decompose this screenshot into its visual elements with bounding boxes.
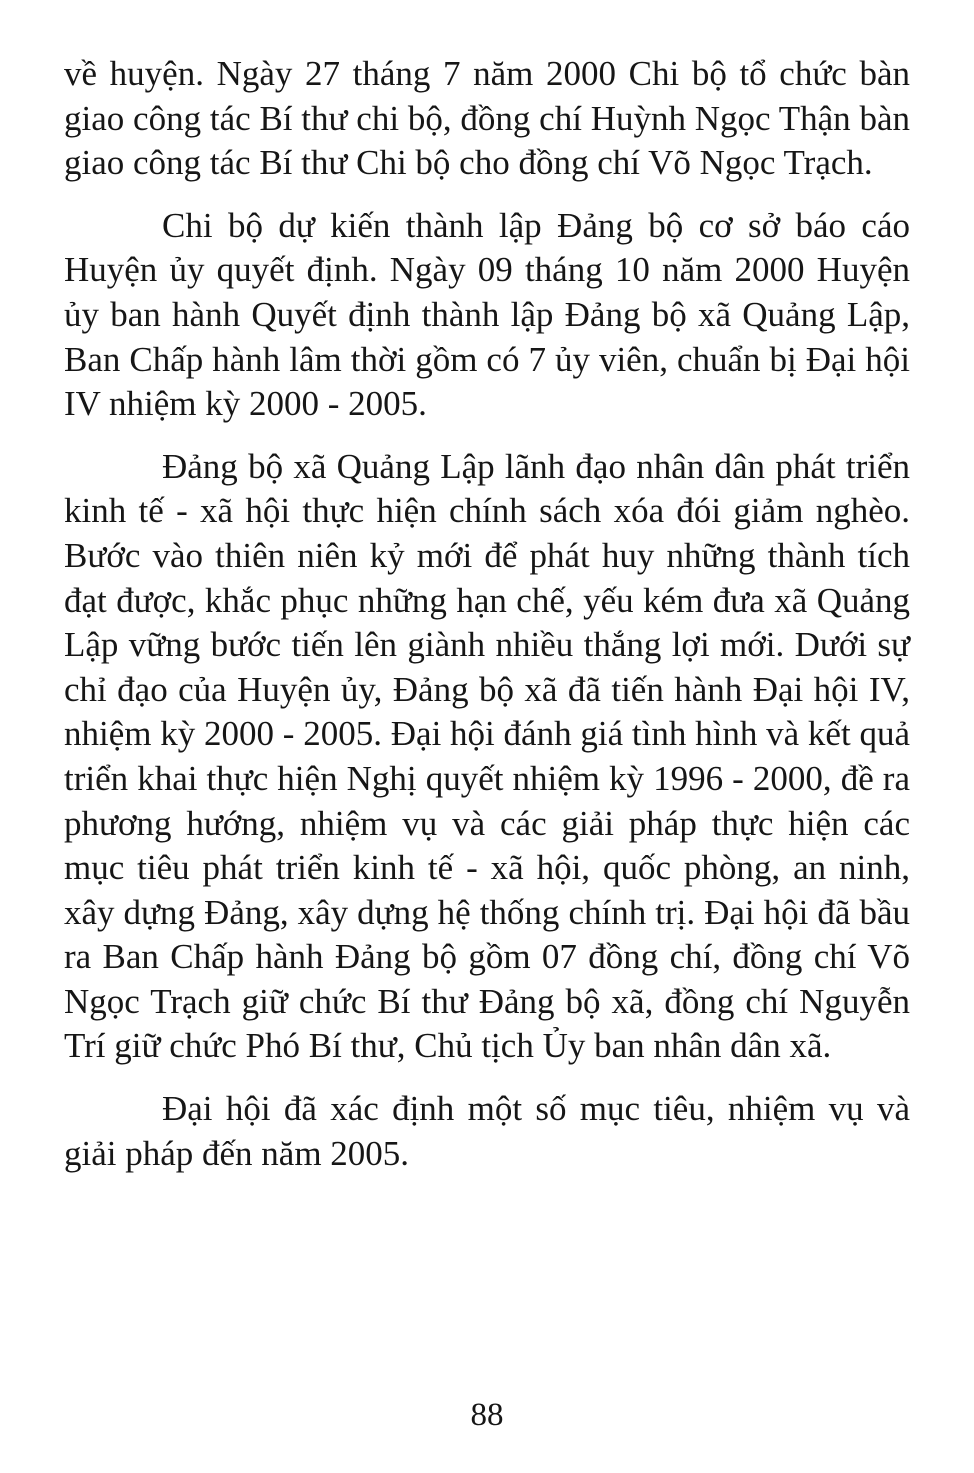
paragraph-continuation: về huyện. Ngày 27 tháng 7 năm 2000 Chi bộ tổ chức bàn giao công tác Bí thư chi bộ, đồng chí Huỳnh Ngọc Thận bàn giao công tác Bí thư Chi bộ cho đồng chí Võ Ngọc Trạch. xyxy=(64,54,910,183)
paragraph-congress-iv: Đảng bộ xã Quảng Lập lãnh đạo nhân dân phát triển kinh tế - xã hội thực hiện chính sách xóa đói giảm nghèo. Bước vào thiên niên kỷ mới để phát huy những thành tích đạt được, khắc phục những hạn chế, yếu kém đưa xã Quảng Lập vững bước tiến lên giành nhiều thắng lợi mới. Dưới sự chỉ đạo của Huyện ủy, Đảng bộ xã đã tiến hành Đại hội IV, nhiệm kỳ 2000 - 2005. Đại hội đánh giá tình hình và kết quả triển khai thực hiện Nghị quyết nhiệm kỳ 1996 - 2000, đề ra phương hướng, nhiệm vụ và các giải pháp thực hiện các mục tiêu phát triển kinh tế - xã hội, quốc phòng, an ninh, xây dựng Đảng, xây dựng hệ thống chính trị. Đại hội đã bầu ra Ban Chấp hành Đảng bộ gồm 07 đồng chí, đồng chí Võ Ngọc Trạch giữ chức Bí thư Đảng bộ xã, đồng chí Nguyễn Trí giữ chức Phó Bí thư, Chủ tịch Ủy ban nhân dân xã. xyxy=(64,446,910,1066)
paragraph-party-committee-founding: Chi bộ dự kiến thành lập Đảng bộ cơ sở báo cáo Huyện ủy quyết định. Ngày 09 tháng 10 năm 2000 Huyện ủy ban hành Quyết định thành lập Đảng bộ xã Quảng Lập, Ban Chấp hành lâm thời gồm có 7 ủy viên, chuẩn bị Đại hội IV nhiệm kỳ 2000 - 2005. xyxy=(64,205,910,424)
page-number: 88 xyxy=(470,1397,504,1433)
paragraph-goals-2005: Đại hội đã xác định một số mục tiêu, nhiệm vụ và giải pháp đến năm 2005. xyxy=(64,1089,910,1173)
body-text xyxy=(64,52,910,1176)
